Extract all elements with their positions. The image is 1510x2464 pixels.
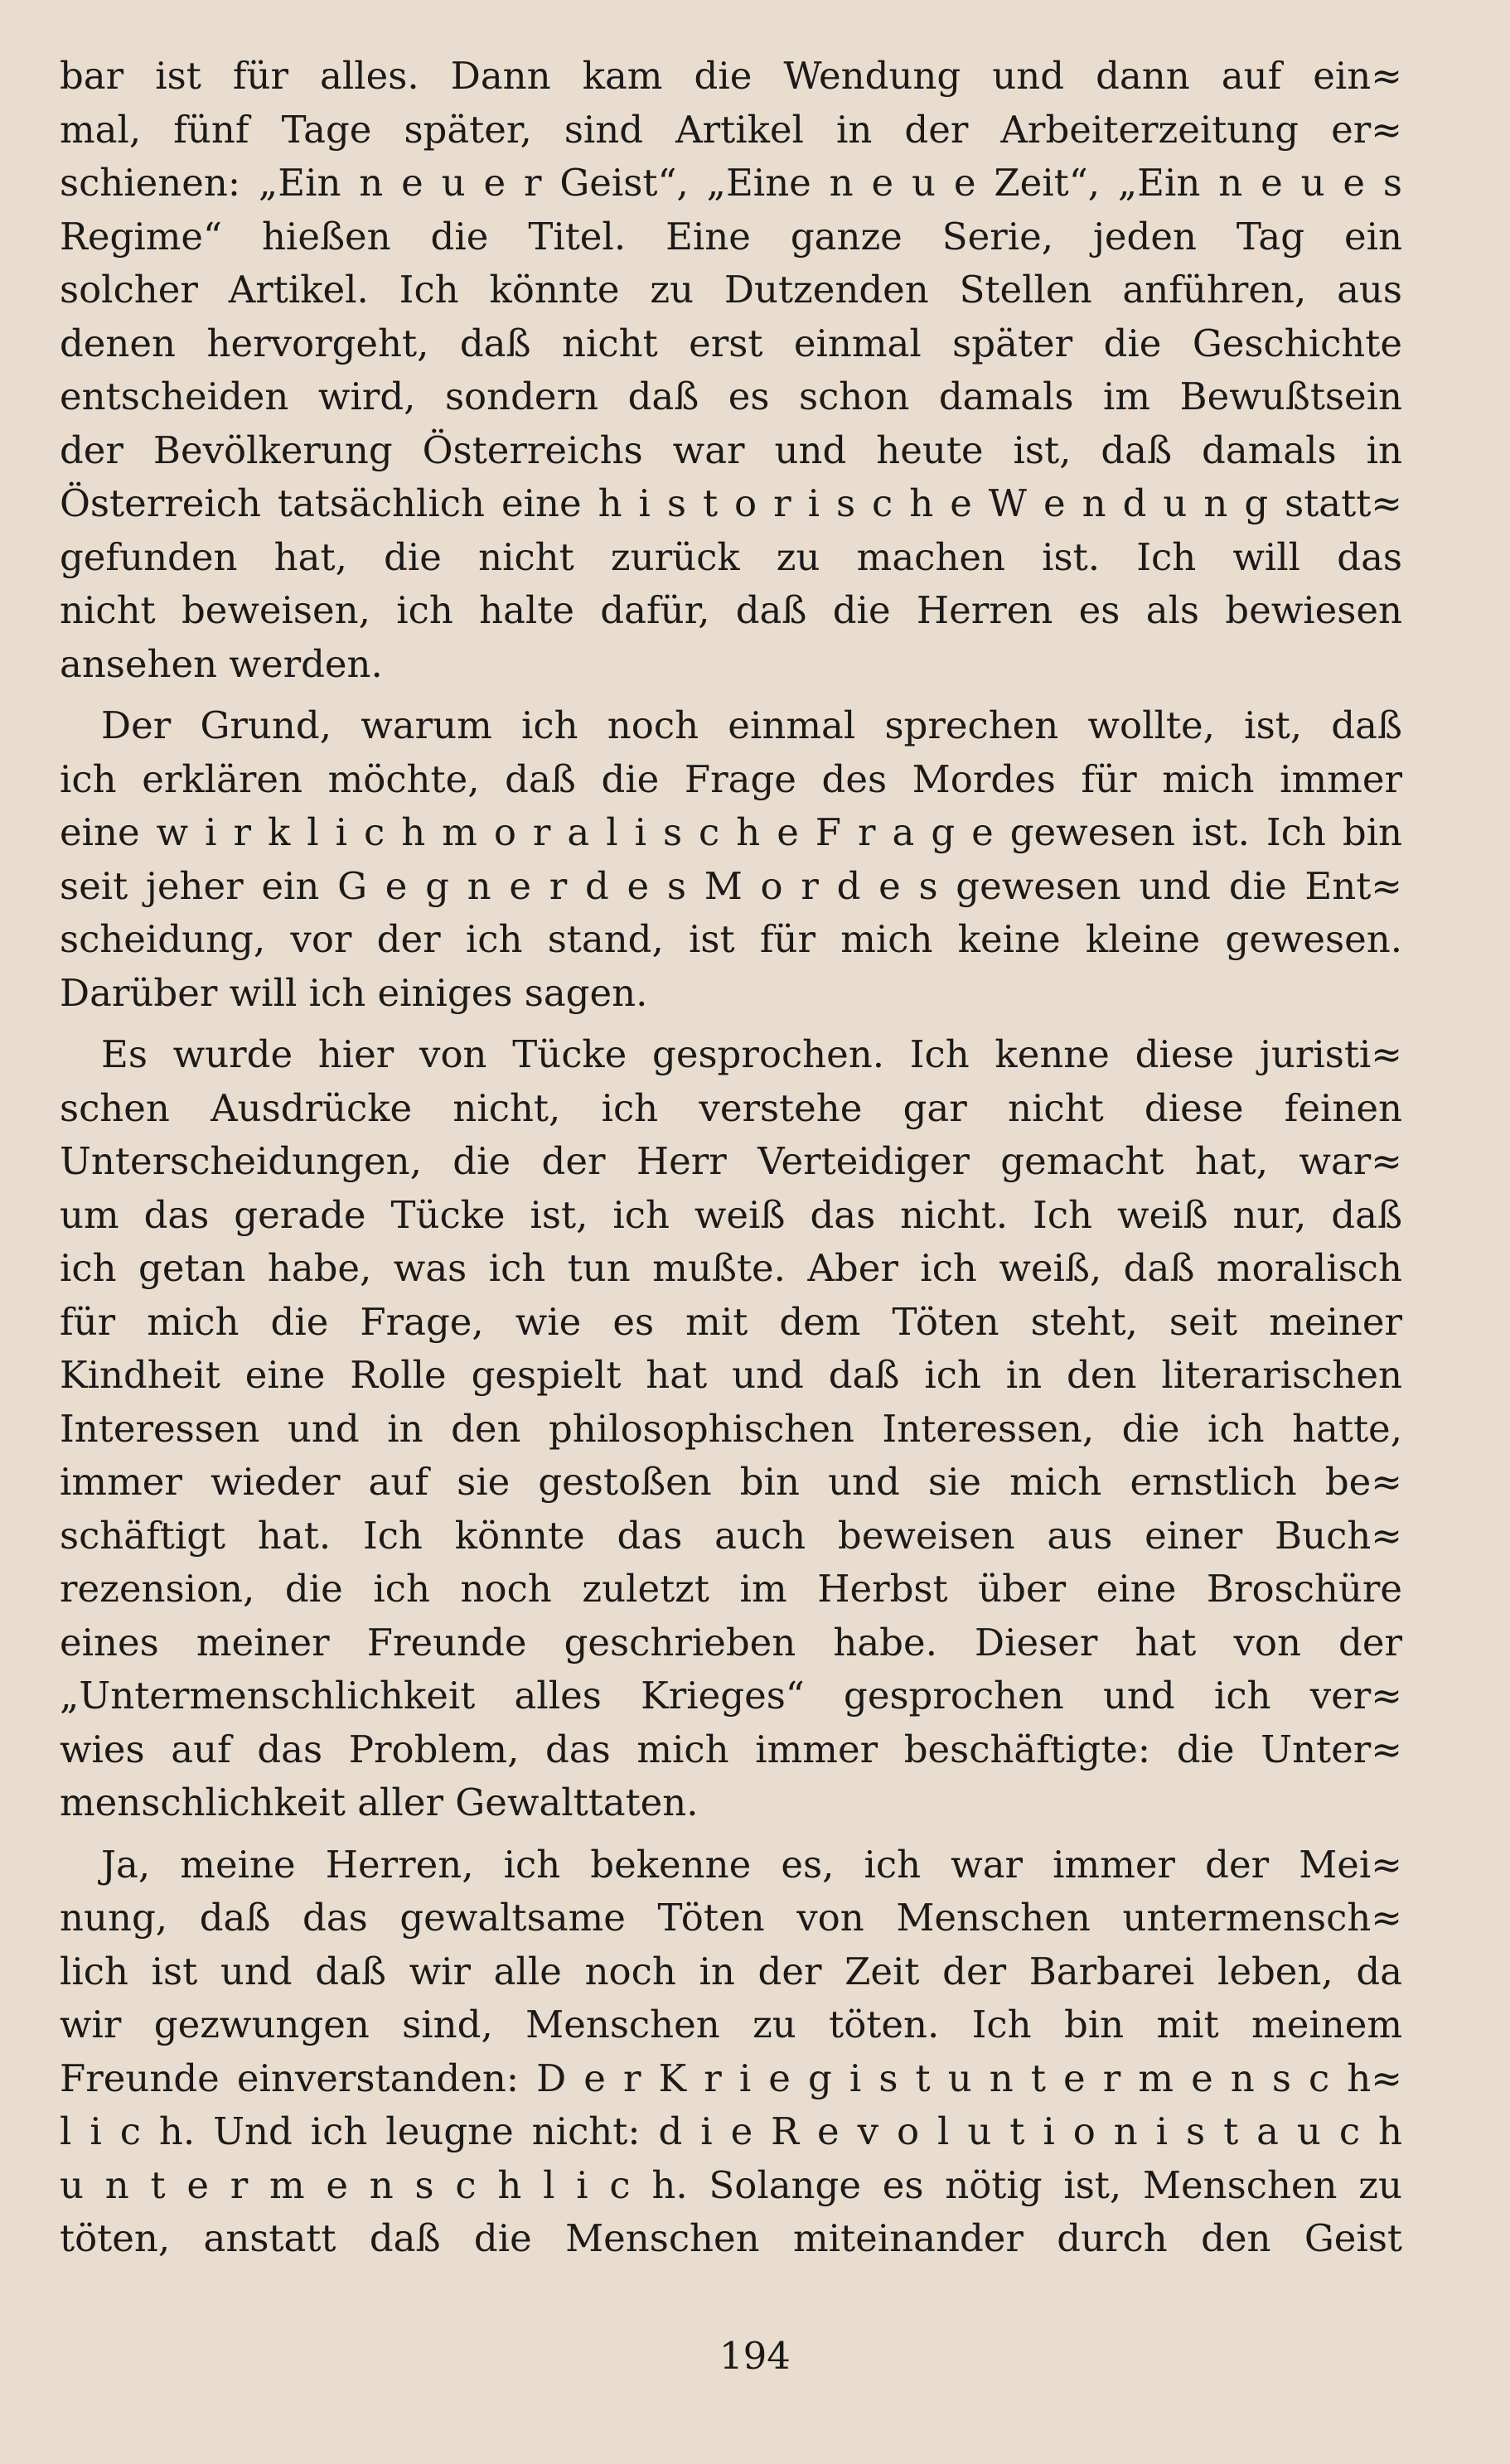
text-line: entscheiden wird, sondern daß es schon damals im Bewußtsein (60, 374, 1402, 418)
text-line: Darüber will ich einiges sagen. (60, 970, 648, 1015)
text-line: Unterscheidungen, die der Herr Verteidiger gemacht hat, war≈ (60, 1139, 1402, 1183)
text-line: für mich die Frage, wie es mit dem Töten steht, seit meiner (60, 1299, 1402, 1344)
text-line: lich ist und daß wir alle noch in der Zeit der Barbarei leben, da (60, 1949, 1402, 1993)
text-line: immer wieder auf sie gestoßen bin und sie mich ernstlich be≈ (60, 1460, 1402, 1504)
text-line: wir gezwungen sind, Menschen zu töten. Ich bin mit meinem (60, 2003, 1402, 2046)
text-line: mal, fünf Tage später, sind Artikel in der Arbeiterzeitung er≈ (60, 107, 1402, 152)
text-line: „Untermenschlichkeit alles Krieges“ gesprochen und ich ver≈ (60, 1674, 1402, 1718)
text-line: denen hervorgeht, daß nicht erst einmal später die Geschichte (60, 321, 1402, 365)
text-line: seit jeher ein G e g n e r d e s M o r d e s gewesen und die Ent≈ (60, 863, 1402, 908)
text-line: Der Grund, warum ich noch einmal sprechen wollte, ist, daß (101, 703, 1402, 747)
paragraph (60, 50, 1402, 691)
text-line: um das gerade Tücke ist, ich weiß das nicht. Ich weiß nur, daß (60, 1192, 1402, 1237)
text-line: ansehen werden. (60, 641, 383, 686)
text-line: eine w i r k l i c h m o r a l i s c h e F r a g e gewesen ist. Ich bin (60, 810, 1402, 854)
text-line: l i c h. Und ich leugne nicht: d i e R e v o l u t i o n i s t a u c h (60, 2109, 1402, 2153)
text-line: Freunde einverstanden: D e r K r i e g i s t u n t e r m e n s c h≈ (60, 2056, 1402, 2100)
text-line: nung, daß das gewaltsame Töten von Menschen untermensch≈ (60, 1896, 1402, 1940)
text-line: nicht beweisen, ich halte dafür, daß die Herren es als bewiesen (60, 588, 1402, 632)
page-number: 194 (719, 2334, 791, 2378)
paragraph (60, 699, 1402, 1020)
text-line: töten, anstatt daß die Menschen miteinander durch den Geist (60, 2216, 1402, 2260)
text-line: bar ist für alles. Dann kam die Wendung und dann auf ein≈ (60, 54, 1402, 98)
text-line: wies auf das Problem, das mich immer beschäftigte: die Unter≈ (60, 1727, 1402, 1771)
body-text (60, 50, 1402, 2266)
text-line: menschlichkeit aller Gewalttaten. (60, 1780, 699, 1824)
text-line: schienen: „Ein n e u e r Geist“, „Eine n e u e Zeit“, „Ein n e u e s (60, 161, 1402, 205)
text-line: schäftigt hat. Ich könnte das auch beweisen aus einer Buch≈ (60, 1513, 1402, 1558)
text-line: Es wurde hier von Tücke gesprochen. Ich kenne diese juristi≈ (101, 1032, 1402, 1076)
paragraph (60, 1838, 1402, 2266)
text-line: ich erklären möchte, daß die Frage des Mordes für mich immer (60, 756, 1402, 801)
text-line: der Bevölkerung Österreichs war und heute ist, daß damals in (60, 428, 1402, 472)
text-line: Interessen und in den philosophischen Interessen, die ich hatte, (60, 1406, 1402, 1451)
text-line: rezension, die ich noch zuletzt im Herbst über eine Broschüre (60, 1567, 1402, 1611)
text-line: ich getan habe, was ich tun mußte. Aber ich weiß, daß moralisch (60, 1246, 1402, 1290)
text-line: Kindheit eine Rolle gespielt hat und daß ich in den literarischen (60, 1353, 1402, 1397)
text-line: Österreich tatsächlich eine h i s t o r i s c h e W e n d u n g statt≈ (60, 481, 1402, 525)
text-line: Ja, meine Herren, ich bekenne es, ich war immer der Mei≈ (101, 1842, 1402, 1887)
text-line: eines meiner Freunde geschrieben habe. Dieser hat von der (60, 1620, 1402, 1664)
text-line: solcher Artikel. Ich könnte zu Dutzenden Stellen anführen, aus (60, 268, 1402, 312)
text-line: scheidung, vor der ich stand, ist für mich keine kleine gewesen. (60, 917, 1402, 961)
text-line: u n t e r m e n s c h l i c h. Solange es nötig ist, Menschen zu (60, 2162, 1402, 2207)
text-line: schen Ausdrücke nicht, ich verstehe gar nicht diese feinen (60, 1085, 1402, 1130)
text-line: gefunden hat, die nicht zurück zu machen ist. Ich will das (60, 534, 1402, 579)
text-line: Regime“ hießen die Titel. Eine ganze Serie, jeden Tag ein (60, 214, 1402, 258)
paragraph (60, 1028, 1402, 1830)
